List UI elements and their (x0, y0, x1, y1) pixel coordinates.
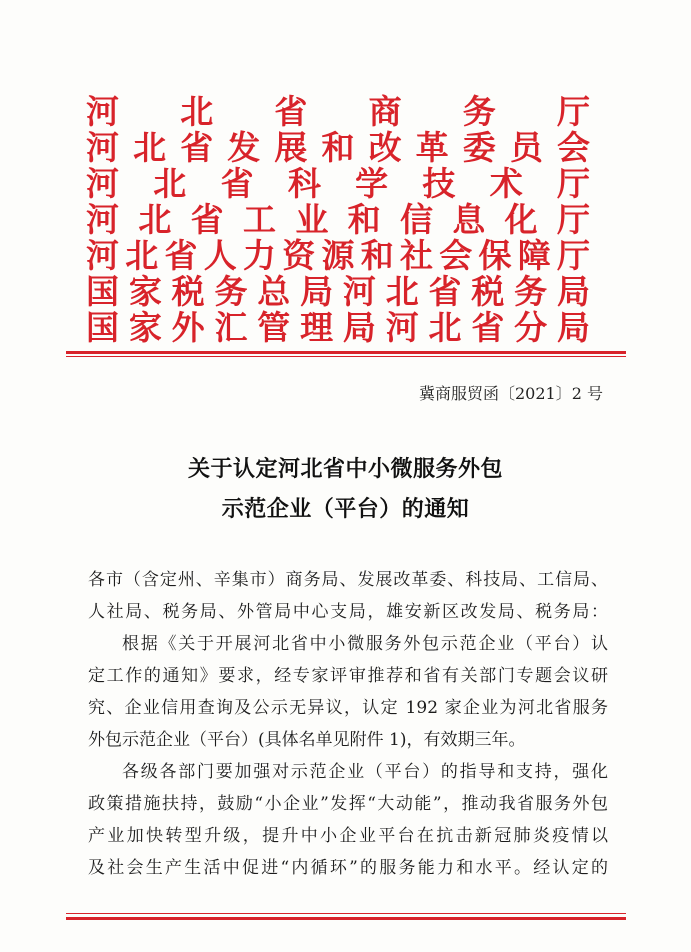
masthead-char: 省 (190, 200, 224, 239)
masthead-char: 业 (295, 200, 329, 239)
masthead-char: 北 (138, 200, 172, 239)
masthead-char: 河 (86, 92, 119, 131)
masthead-line (86, 94, 590, 130)
paragraph-line: 政策措施扶持，鼓励“小企业”发挥“大动能”，推动我省服务外包 (88, 794, 608, 814)
masthead-char: 务 (214, 272, 248, 311)
masthead-char: 会 (556, 128, 590, 167)
paragraph-line: 产业加快转型升级，提升中小企业平台在抗击新冠肺炎疫情以 (88, 826, 608, 846)
paragraph-line: 及社会生产生活中促进“内循环”的服务能力和水平。经认定的 (88, 858, 608, 878)
masthead-char: 管 (257, 308, 291, 347)
masthead-char: 人 (203, 236, 237, 275)
masthead-char: 家 (128, 272, 162, 311)
masthead-char: 理 (300, 308, 334, 347)
document-number: 冀商服贸函〔2021〕2 号 (419, 384, 603, 403)
recipients-line: 人社局、税务局、外管局中心支局，雄安新区改发局、税务局： (88, 602, 608, 622)
masthead-char: 北 (385, 272, 419, 311)
masthead-line (86, 274, 590, 310)
masthead-char: 省 (164, 236, 198, 275)
masthead-char: 北 (133, 128, 167, 167)
issuing-authorities-masthead (86, 94, 590, 346)
masthead-line (86, 238, 590, 274)
masthead-char: 国 (86, 272, 119, 311)
masthead-char: 员 (509, 128, 543, 167)
paragraph-line: 根据《关于开展河北省中小微服务外包示范企业（平台）认 (122, 634, 608, 654)
masthead-char: 委 (462, 128, 496, 167)
masthead-char: 科 (287, 164, 321, 203)
masthead-char: 革 (415, 128, 449, 167)
masthead-char: 总 (257, 272, 291, 311)
masthead-char: 技 (422, 164, 456, 203)
masthead-char: 学 (355, 164, 389, 203)
masthead-char: 商 (368, 92, 402, 131)
masthead-char: 资 (282, 236, 316, 275)
masthead-char: 河 (86, 164, 119, 203)
masthead-line (86, 166, 590, 202)
masthead-char: 税 (471, 272, 505, 311)
masthead-line (86, 202, 590, 238)
masthead-char: 北 (180, 92, 214, 131)
masthead-char: 北 (125, 236, 159, 275)
masthead-char: 家 (128, 308, 162, 347)
masthead-char: 务 (462, 92, 496, 131)
masthead-red-rule-thin (66, 356, 626, 357)
masthead-char: 局 (300, 272, 334, 311)
masthead-char: 会 (439, 236, 473, 275)
masthead-char: 省 (220, 164, 254, 203)
masthead-char: 局 (342, 308, 376, 347)
masthead-char: 汇 (214, 308, 248, 347)
masthead-char: 息 (452, 200, 486, 239)
footer-red-rule-thick (66, 917, 626, 920)
masthead-char: 外 (171, 308, 205, 347)
masthead-char: 和 (347, 200, 381, 239)
masthead-char: 国 (86, 308, 119, 347)
masthead-char: 税 (171, 272, 205, 311)
title-line-2: 示范企业（平台）的通知 (221, 496, 470, 522)
footer-red-rule-thin (66, 913, 626, 914)
masthead-char: 社 (400, 236, 433, 275)
masthead-char: 北 (153, 164, 187, 203)
masthead-char: 工 (242, 200, 276, 239)
masthead-char: 化 (504, 200, 538, 239)
masthead-line (86, 310, 590, 346)
paragraph-line: 外包示范企业（平台）(具体名单见附件 1)，有效期三年。 (88, 730, 526, 750)
masthead-char: 省 (428, 272, 462, 311)
masthead-char: 河 (86, 236, 119, 275)
masthead-char: 河 (385, 308, 419, 347)
masthead-char: 厅 (556, 200, 590, 239)
masthead-char: 局 (556, 308, 590, 347)
masthead-char: 厅 (556, 92, 590, 131)
masthead-char: 展 (274, 128, 308, 167)
masthead-char: 信 (399, 200, 433, 239)
masthead-char: 省 (274, 92, 308, 131)
masthead-char: 力 (243, 236, 276, 275)
masthead-char: 局 (556, 272, 590, 311)
masthead-char: 务 (514, 272, 548, 311)
masthead-char: 和 (360, 236, 394, 275)
recipients-line: 各市（含定州、辛集市）商务局、发展改革委、科技局、工信局、 (88, 570, 608, 590)
masthead-char: 发 (227, 128, 261, 167)
paragraph-line: 各级各部门要加强对示范企业（平台）的指导和支持，强化 (122, 762, 608, 782)
masthead-char: 源 (321, 236, 355, 275)
masthead-char: 河 (86, 128, 119, 167)
masthead-char: 分 (514, 308, 548, 347)
masthead-char: 省 (180, 128, 214, 167)
masthead-char: 河 (342, 272, 376, 311)
masthead-char: 省 (471, 308, 505, 347)
masthead-char: 保 (478, 236, 512, 275)
masthead-char: 厅 (557, 236, 590, 275)
paragraph-line: 定工作的通知》要求，经专家评审推荐和省有关部门专题会议研 (88, 666, 608, 686)
masthead-char: 北 (428, 308, 462, 347)
title-line-1: 关于认定河北省中小微服务外包 (187, 456, 503, 482)
masthead-char: 障 (517, 236, 551, 275)
masthead-line (86, 130, 590, 166)
masthead-red-rule-thick (66, 351, 626, 354)
body-text (88, 564, 608, 884)
paragraph-line: 究、企业信用查询及公示无异议，认定 192 家企业为河北省服务 (88, 698, 608, 718)
masthead-char: 术 (489, 164, 523, 203)
masthead-char: 厅 (556, 164, 590, 203)
masthead-char: 和 (321, 128, 355, 167)
masthead-char: 改 (368, 128, 402, 167)
masthead-char: 河 (86, 200, 119, 239)
